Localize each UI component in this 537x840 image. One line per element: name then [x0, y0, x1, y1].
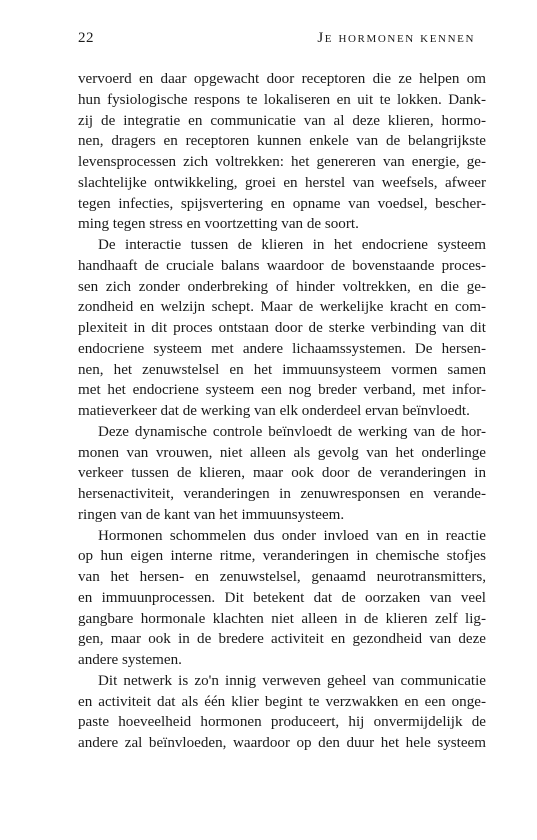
text-line: sen zich zonder onderbreking of hinder voltrekken, en die ge- [78, 278, 486, 295]
text-line: nen, het zenuwstelsel en het immuunsysteem vormen samen [78, 361, 486, 378]
text-line: en activiteit dat als één klier begint te verzwakken en een onge- [78, 693, 486, 710]
text-line: slachtelijke ontwikkeling, groei en herstel van weefsels, afweer [78, 174, 486, 191]
text-line: vervoerd en daar opgewacht door receptoren die ze helpen om [78, 71, 486, 87]
paragraph-4 [78, 526, 486, 671]
text-line: De interactie tussen de klieren in het endocriene systeem [98, 237, 486, 253]
text-line: op hun eigen interne ritme, veranderingen in chemische stofjes [78, 548, 486, 565]
text-line: met het endocriene systeem een nog breder verband, met infor- [78, 382, 486, 399]
paragraph-2 [78, 235, 486, 422]
text-line: ringen van de kant van het immuunsysteem. [78, 506, 345, 523]
paragraph-5 [78, 671, 486, 754]
text-line: handhaaft de cruciale balans waardoor de bovenstaande proces- [78, 257, 486, 274]
text-line: Dit netwerk is zo'n innig verweven geheel van communicatie [98, 672, 486, 689]
text-line: Deze dynamische controle beïnvloedt de werking van de hor- [98, 423, 486, 440]
text-line: andere zal beïnvloeden, waardoor op den duur het hele systeem [78, 735, 486, 751]
page-number: 22 [78, 30, 94, 46]
text-line: andere systemen. [78, 652, 182, 668]
text-line: nen, dragers en receptoren kunnen enkele van de belangrijkste [78, 133, 486, 150]
text-line: levensprocessen zich voltrekken: het genereren van energie, ge- [78, 154, 486, 170]
text-line: van het hersen- en zenuwstelsel, genaamd neurotransmitters, [78, 569, 486, 585]
running-title: Je hormonen kennen [317, 30, 475, 46]
text-line: gen, maar ook in de bredere activiteit en gezondheid van deze [78, 631, 486, 648]
text-line: gangbare hormonale klachten niet alleen in de klieren zelf lig- [78, 610, 486, 627]
text-line: monen van vrouwen, niet alleen als gevolg van het onderlinge [78, 444, 486, 461]
text-line: ming tegen stress en voortzetting van de soort. [78, 216, 359, 233]
paragraph-1 [78, 69, 486, 235]
text-line: en immuunprocessen. Dit betekent dat de oorzaken van veel [78, 589, 486, 606]
text-line: Hormonen schommelen dus onder invloed van en in reactie [98, 527, 486, 544]
text-line: plexiteit in dit proces ontstaan door de sterke verbinding van dit [78, 320, 486, 336]
text-line: zij de integratie en communicatie van al deze klieren, hormo- [78, 112, 486, 129]
body-text [78, 69, 486, 754]
text-line: tegen infecties, spijsvertering en opname van voedsel, bescher- [78, 195, 486, 212]
text-line: paste hoeveelheid hormonen produceert, hij onvermijdelijk de [78, 714, 486, 731]
text-line: hun fysiologische respons te lokaliseren en uit te lokken. Dank- [78, 91, 486, 108]
running-head [78, 30, 475, 54]
text-line: zondheid en welzijn schept. Maar de werkelijke kracht en com- [78, 299, 486, 316]
text-line: verkeer tussen de klieren, maar ook door de veranderingen in [78, 465, 486, 482]
paragraph-3 [78, 422, 486, 526]
text-line: endocriene systeem met andere lichaamssystemen. De hersen- [78, 340, 486, 357]
text-line: matieverkeer dat de werking van elk onderdeel ervan beïnvloedt. [78, 403, 470, 419]
text-line: hersenactiviteit, veranderingen in zenuwresponsen en verande- [78, 486, 486, 502]
